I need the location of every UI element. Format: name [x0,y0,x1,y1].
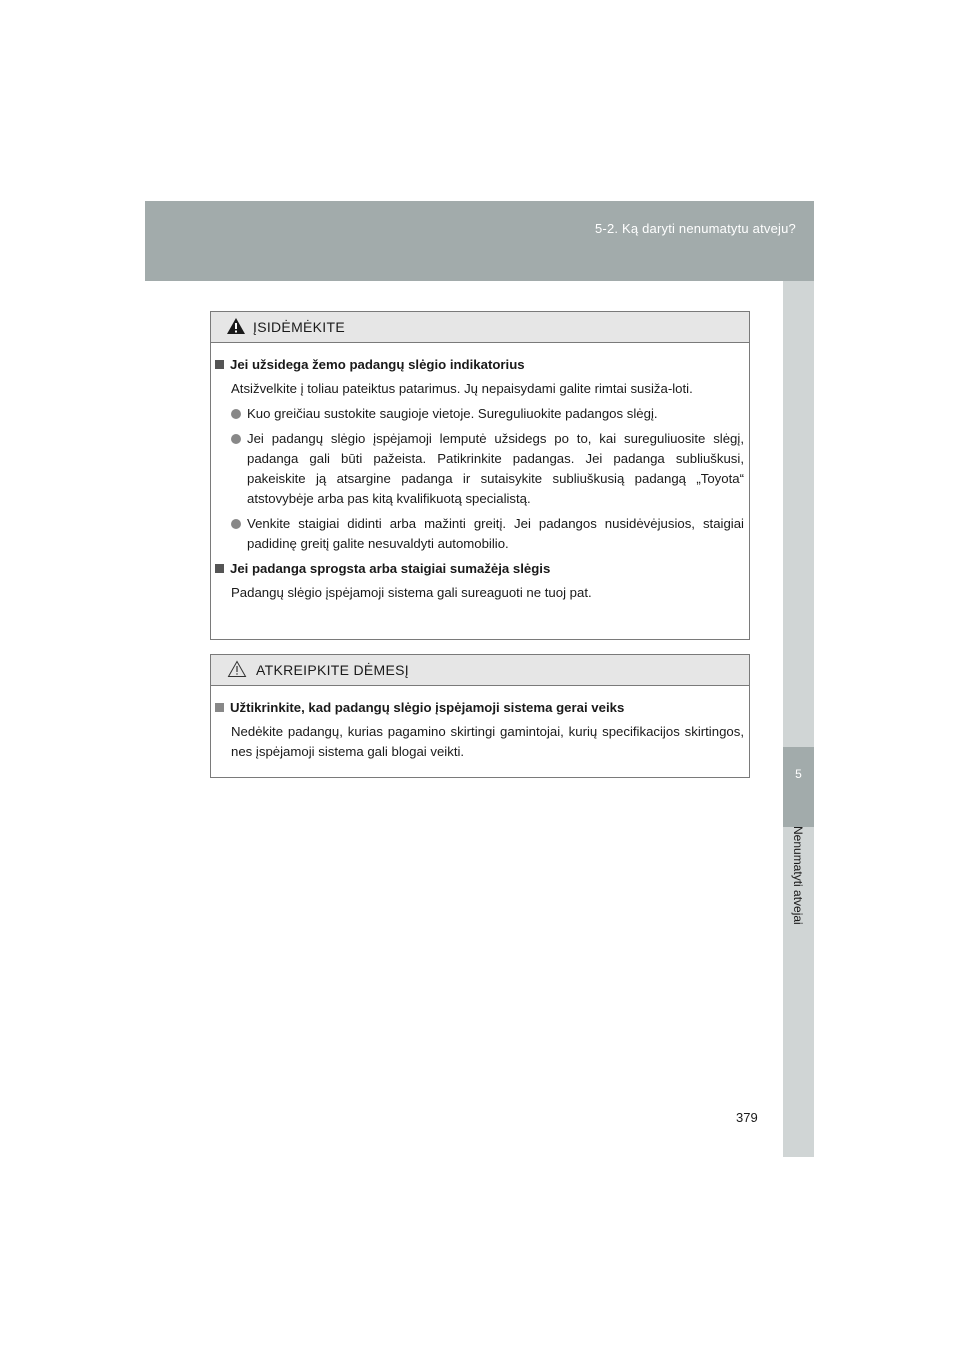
notice-header [211,655,749,686]
list-item-text: Jei padangų slėgio įspėjamoji lemputė užsidegs po to, kai sureguliuosite slėgį, padanga gali būti pažeista. Patikrinkite padangas. Jei padanga subliuškusi, pakeiskite ją atsargine padanga ir sutaisykite subliuškusią padangą „Toyota“ atstovybėje arba pas kitą kvalifikuotą specialistą. [247,431,744,506]
warning-icon [226,317,246,335]
caution-heading-blowout [215,559,744,579]
chapter-number-tab [783,747,814,827]
square-bullet-icon [215,564,224,573]
page-number: 379 [736,1110,758,1125]
list-item-text: Kuo greičiau sustokite saugioje vietoje. Sureguliuokite padangos slėgį. [247,406,658,421]
caution-heading-indicator [215,355,744,375]
caution-heading-text: Jei užsidega žemo padangų slėgio indikatorius [230,357,525,372]
caution-paragraph: Padangų slėgio įspėjamoji sistema gali sureaguoti ne tuoj pat. [231,585,592,600]
chapter-title: Nenumatyti atvejai [791,826,805,925]
circle-bullet-icon [231,409,241,419]
notice-heading [215,698,744,718]
header-band [145,201,814,281]
caution-paragraph: Atsižvelkite į toliau pateiktus patarimus. Jų nepaisydami galite rimtai susiža-loti. [231,381,693,396]
notice-box [210,654,750,778]
square-bullet-icon [215,703,224,712]
chapter-side-tab [783,281,814,1157]
list-item [215,514,744,554]
caution-box [210,311,750,640]
square-bullet-icon [215,360,224,369]
caution-body [211,343,749,603]
list-item [215,429,744,509]
caution-header [211,312,749,343]
list-item [215,404,744,424]
warning-outline-icon [227,660,247,678]
notice-heading-text: Užtikrinkite, kad padangų slėgio įspėjamoji sistema gerai veiks [230,700,625,715]
notice-label: ATKREIPKITE DĖMESĮ [256,662,409,678]
circle-bullet-icon [231,519,241,529]
list-item-text: Venkite staigiai didinti arba mažinti greitį. Jei padangos nusidėvėjusios, staigiai padidinę greitį galite nesuvaldyti automobilio. [247,516,744,551]
section-title: 5-2. Ką daryti nenumatytu atveju? [595,221,796,236]
notice-paragraph: Nedėkite padangų, kurias pagamino skirtingi gamintojai, kurių specifikacijos skirtingos, nes įspėjamoji sistema gali blogai veikti. [231,724,744,759]
circle-bullet-icon [231,434,241,444]
chapter-number: 5 [795,767,802,781]
caution-heading-text: Jei padanga sprogsta arba staigiai sumažėja slėgis [230,561,551,576]
notice-body [211,686,749,762]
caution-label: ĮSIDĖMĖKITE [253,319,345,335]
